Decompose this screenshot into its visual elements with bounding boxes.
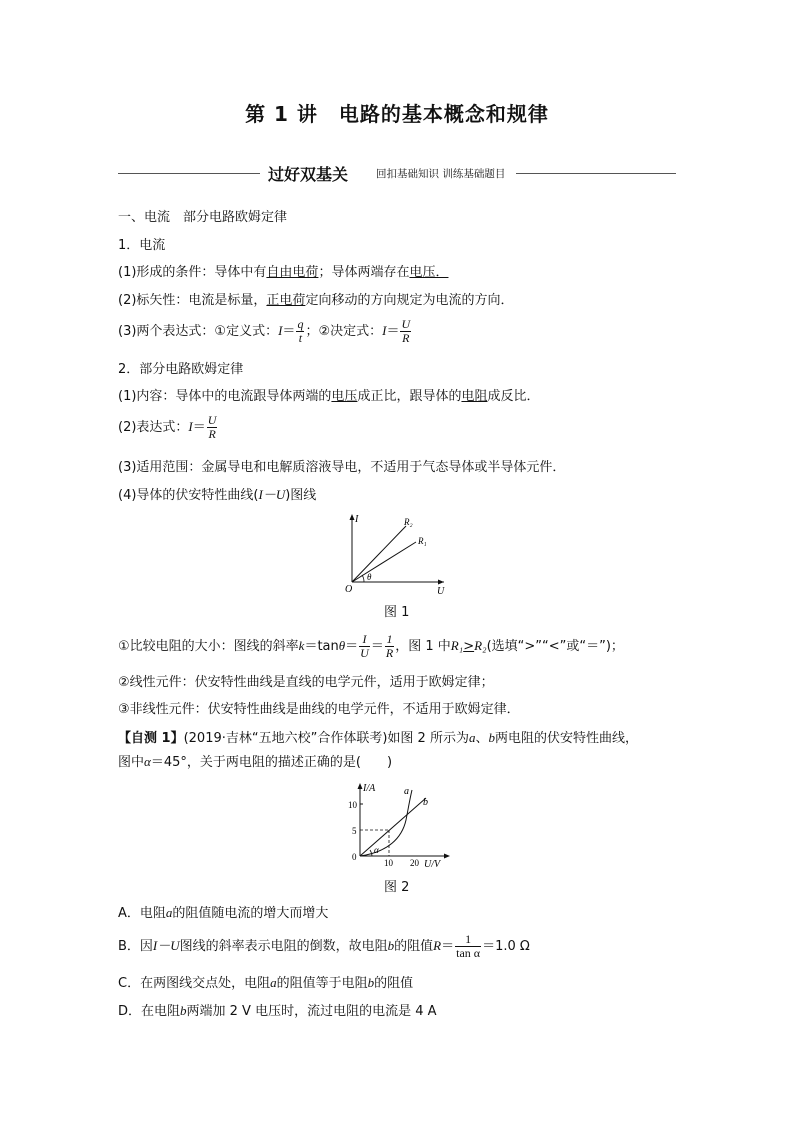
text: ；②决定式： bbox=[305, 324, 383, 339]
num: I bbox=[359, 633, 370, 647]
text: (2)标矢性：电流是标量， bbox=[118, 293, 267, 308]
tick-label-y: 10 bbox=[348, 800, 357, 810]
den: tan α bbox=[456, 946, 481, 960]
num: q bbox=[297, 317, 304, 331]
answer-underline: 电阻 bbox=[461, 389, 488, 404]
fraction-u-r bbox=[400, 318, 411, 345]
line-r1 bbox=[352, 542, 416, 582]
var: θ bbox=[338, 638, 346, 653]
text: (选填“>”“<”或“＝”)； bbox=[486, 639, 624, 654]
y-axis-arrow bbox=[350, 514, 355, 520]
answer-underline: 自由电荷 bbox=[266, 265, 319, 280]
para-content bbox=[118, 387, 539, 407]
para-scope: (3)适用范围：金属导电和电解质溶液导电，不适用于气态导体或半导体元件． bbox=[118, 460, 566, 475]
text: 的阻值等于电阻 bbox=[276, 976, 368, 991]
var: I bbox=[188, 419, 193, 434]
r2-label: R₂ bbox=[404, 517, 413, 527]
fraction-i-u bbox=[359, 633, 370, 660]
text: C．在两图线交点处，电阻 bbox=[118, 976, 271, 991]
text: A．电阻 bbox=[118, 906, 166, 921]
banner-rule-left bbox=[118, 173, 260, 174]
r1-label: R₁ bbox=[418, 536, 427, 546]
banner-rule-right bbox=[516, 173, 676, 174]
var: b bbox=[387, 938, 395, 953]
answer-underline: 正电荷 bbox=[266, 293, 306, 308]
figure-1-caption: 图 1 bbox=[384, 605, 410, 620]
text: ＝ bbox=[441, 939, 455, 954]
num: 1 bbox=[455, 933, 481, 947]
var: R₂ bbox=[474, 638, 487, 653]
num: U bbox=[401, 317, 411, 331]
para-expression bbox=[118, 412, 218, 443]
heading-current: 1．电流 bbox=[118, 238, 166, 253]
text: ＝ bbox=[370, 639, 384, 654]
tick-label-y: 0 bbox=[352, 852, 357, 862]
x-axis-arrow bbox=[444, 854, 450, 859]
text: (4)导体的伏安特性曲线( bbox=[118, 488, 259, 503]
x-label: U bbox=[437, 586, 445, 596]
answer-underline: 电压． bbox=[409, 265, 449, 280]
question-line-2 bbox=[118, 752, 392, 773]
y-label: I/A bbox=[363, 783, 376, 794]
var: a bbox=[165, 905, 173, 920]
angle-label: α bbox=[374, 845, 379, 855]
text: 定向移动的方向规定为电流的方向． bbox=[305, 293, 514, 308]
var: I bbox=[278, 323, 283, 338]
text: ＝tan bbox=[304, 639, 339, 654]
section-heading: 一、电流 部分电路欧姆定律 bbox=[118, 210, 288, 225]
den: t bbox=[298, 331, 303, 345]
fraction-u-r bbox=[207, 414, 218, 441]
text: 的阻值 bbox=[394, 939, 434, 954]
var: α bbox=[144, 754, 151, 769]
question-line-1 bbox=[118, 728, 638, 749]
text: B．因 bbox=[118, 939, 153, 954]
text: ＝ bbox=[192, 420, 206, 435]
figure-2-caption: 图 2 bbox=[384, 880, 410, 895]
text: 图线的斜率表示电阻的倒数，故电阻 bbox=[179, 939, 388, 954]
num: U bbox=[207, 413, 217, 427]
var: a bbox=[270, 975, 277, 990]
y-label: I bbox=[355, 514, 359, 525]
x-label: U/V bbox=[424, 859, 441, 870]
var: b bbox=[367, 975, 375, 990]
option-d bbox=[118, 1001, 437, 1022]
text: ①比较电阻的大小：图线的斜率 bbox=[118, 639, 299, 654]
line-b-label: b bbox=[423, 797, 428, 808]
figure-1 bbox=[340, 510, 450, 596]
x-axis-arrow bbox=[438, 580, 444, 585]
page-title: 第 1 讲 电路的基本概念和规律 bbox=[245, 102, 549, 126]
text: (3)两个表达式：①定义式： bbox=[118, 324, 279, 339]
option-c bbox=[118, 973, 413, 994]
text: ＝1.0 Ω bbox=[482, 939, 530, 954]
var: a bbox=[468, 730, 476, 745]
var: I－U bbox=[152, 938, 180, 953]
curve-a bbox=[360, 790, 412, 856]
den: R bbox=[385, 646, 394, 660]
line-b bbox=[360, 798, 426, 856]
den: R bbox=[208, 427, 216, 441]
text: (2019·吉林“五地六校”合作体联考)如图 2 所示为 bbox=[183, 731, 469, 746]
text: ＝ bbox=[345, 639, 359, 654]
banner-sub: 回扣基础知识 训练基础题目 bbox=[376, 168, 506, 180]
text: D．在电阻 bbox=[118, 1004, 181, 1019]
tick-label-y: 5 bbox=[352, 826, 357, 836]
den: R bbox=[402, 331, 410, 345]
text: 的阻值 bbox=[374, 976, 414, 991]
fraction-q-t bbox=[296, 318, 304, 345]
banner-main: 过好双基关 bbox=[268, 165, 349, 184]
var: I bbox=[382, 323, 387, 338]
text: 、 bbox=[475, 731, 489, 746]
section-banner bbox=[118, 162, 676, 186]
var: I－U bbox=[258, 487, 286, 502]
text: 两电阻的伏安特性曲线， bbox=[494, 731, 638, 746]
answer-underline: > bbox=[463, 639, 475, 654]
para-linear: ②线性元件：伏安特性曲线是直线的电学元件，适用于欧姆定律； bbox=[118, 675, 494, 690]
den: U bbox=[360, 646, 369, 660]
var: b bbox=[180, 1003, 187, 1018]
angle-arc bbox=[370, 850, 372, 856]
para-compare bbox=[118, 631, 624, 662]
y-axis-arrow bbox=[358, 783, 363, 789]
text: ，图 1 中 bbox=[395, 639, 451, 654]
fraction-1-tan bbox=[455, 933, 481, 960]
var: R₁ bbox=[450, 638, 464, 653]
text: ；导体两端存在 bbox=[318, 265, 410, 280]
para-curve bbox=[118, 485, 316, 506]
text: 两端加 2 V 电压时，流过电阻的电流是 4 A bbox=[186, 1004, 437, 1019]
curve-a-label: a bbox=[404, 786, 409, 797]
var: k bbox=[298, 638, 305, 653]
para-scalar bbox=[118, 291, 513, 311]
heading-ohm: 2．部分电路欧姆定律 bbox=[118, 362, 244, 377]
option-b bbox=[118, 931, 530, 962]
var: R bbox=[433, 938, 442, 953]
para-condition bbox=[118, 263, 448, 283]
answer-underline: 电压 bbox=[331, 389, 358, 404]
tick-label-x: 20 bbox=[410, 858, 419, 868]
angle-arc bbox=[362, 575, 364, 582]
text: ＝ bbox=[386, 324, 400, 339]
text: (1)内容：导体中的电流跟导体两端的 bbox=[118, 389, 332, 404]
line-r2 bbox=[352, 526, 406, 582]
text: 图中 bbox=[118, 755, 145, 770]
origin-label: O bbox=[345, 584, 353, 595]
fraction-1-r bbox=[385, 633, 394, 660]
text: 成正比，跟导体的 bbox=[357, 389, 462, 404]
num: 1 bbox=[386, 632, 393, 646]
option-a bbox=[118, 903, 328, 924]
para-nonlinear: ③非线性元件：伏安特性曲线是曲线的电学元件，不适用于欧姆定律． bbox=[118, 702, 520, 717]
var: b bbox=[488, 730, 495, 745]
text: ＝45°，关于两电阻的描述正确的是( ) bbox=[150, 755, 393, 770]
text: )图线 bbox=[285, 488, 317, 503]
tick-label-x: 10 bbox=[384, 858, 393, 868]
text: (1)形成的条件：导体中有 bbox=[118, 265, 267, 280]
text: (2)表达式： bbox=[118, 420, 189, 435]
para-expressions bbox=[118, 316, 412, 347]
text: ＝ bbox=[282, 324, 296, 339]
question-tag: 【自测 1】 bbox=[118, 731, 184, 746]
angle-label: θ bbox=[367, 572, 372, 582]
text: 成反比． bbox=[487, 389, 540, 404]
text: 的阻值随电流的增大而增大 bbox=[172, 906, 329, 921]
figure-2 bbox=[338, 780, 453, 870]
